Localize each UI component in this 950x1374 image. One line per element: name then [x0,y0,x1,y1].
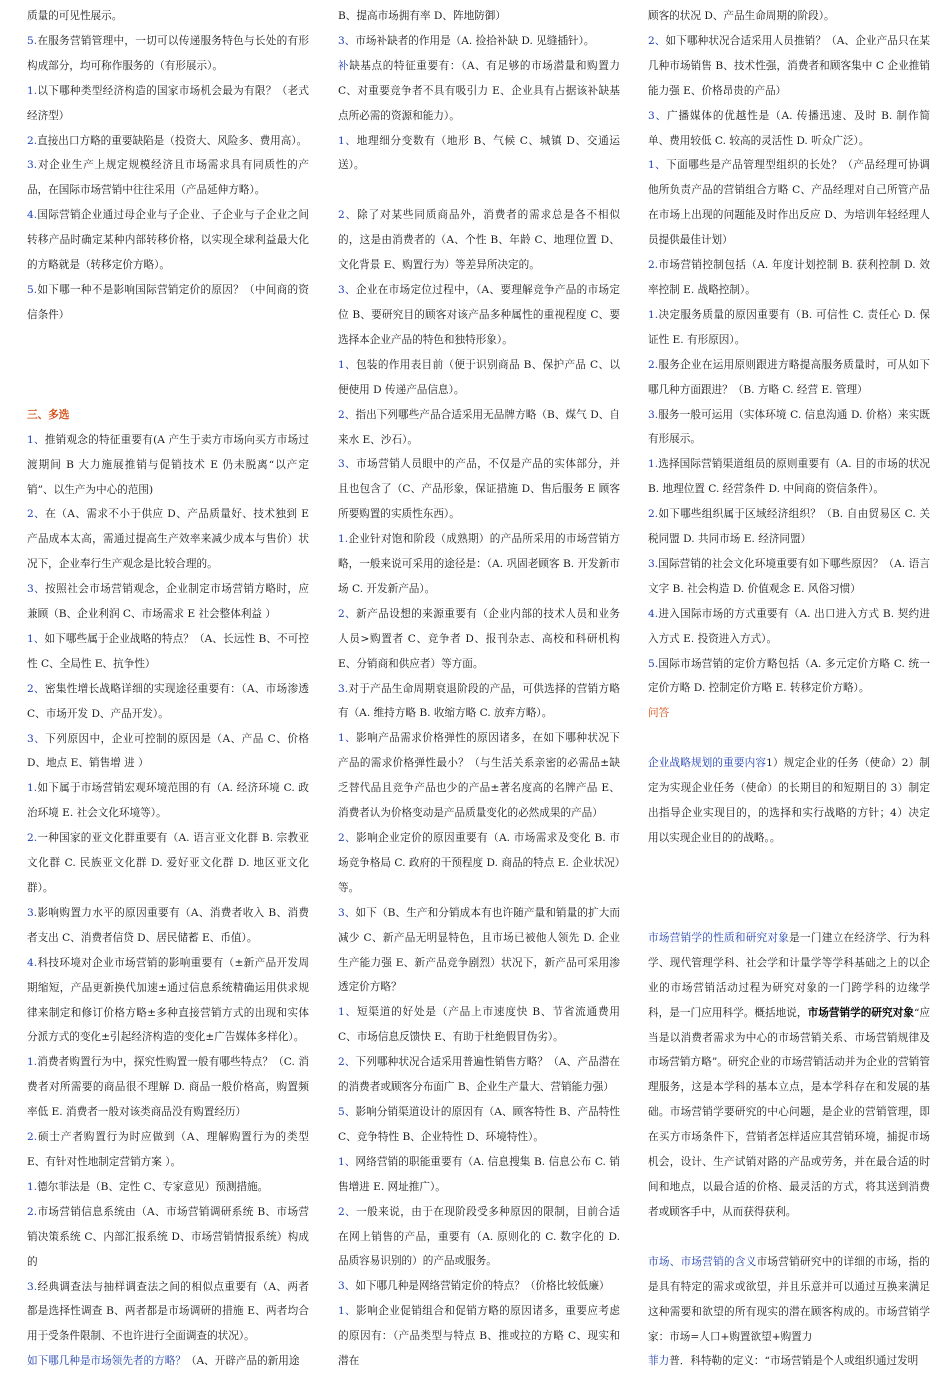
question-paragraph [338,1274,620,1299]
question-paragraph [27,1200,309,1275]
item-number: 3. [27,1280,38,1293]
paragraph-text: 缺基点的特征重要有：（A、有足够的市场潜量和购置力 C、对重要竞争者不具有吸引力 E、企业具有占据该补缺基点所必需的资源和能力）。 [338,59,620,122]
question-paragraph [27,1349,309,1374]
question-paragraph [27,153,309,203]
item-number: 5. [27,34,38,47]
paragraph-text: 一般来说，由于在现阶段受多种原因的限制，目前合适在网上销售的产品，重要有（A. 原则化的 C. 数字化的 D. 品质容易识别的）的产品或服务。 [338,1205,620,1268]
question-paragraph [648,452,930,502]
paragraph-text: 科技环境对企业市场营销的影响重要有（±新产品开发周期缩短，产品更新换代加速±通过信息系统精确运用供求规律来制定和修订价格方略±多种直接营销方式的出现和实体分派方式的变化±引起经济构造的变化±广告媒体多样化）。 [27,956,309,1044]
item-number: 4. [27,209,38,222]
paragraph-text: 下列哪种状况合适采用普遍性销售方略？（A、产品潜在的消费者或顾客分布面广 B、企业生产量大、营销能力强） [338,1056,620,1094]
question-paragraph [648,29,930,104]
paragraph-text: 国际营销的社会文化环境重要有如下哪些原因？（A. 语言文字 B. 社会构造 D. 价值观念 E. 风俗习惯） [648,557,930,595]
question-paragraph [338,4,620,29]
item-number: 1. [648,308,659,321]
question-paragraph [27,577,309,627]
topic-title: 市场、市场营销的含义 [648,1255,757,1268]
item-number: 2、 [27,682,45,695]
question-paragraph [27,901,309,951]
paragraph-text: 影响购置力水平的原因重要有（A、消费者收入 B、消费者支出 C、消费者信贷 D、居民储蓄 E、币值）。 [27,906,309,944]
paragraph-text: 如下哪种状况合适采用人员推销？（A、企业产品只在某几种市场销售 B、技术性强，消费者和顾客集中 C 企业推销能力强 E、价格昂贵的产品） [648,34,930,97]
question-paragraph [648,253,930,303]
question-paragraph [648,502,930,552]
spacer [338,178,620,203]
paragraph-text: 市场营销信息系统由（A、市场营销调研系统 B、市场营销决策系统 C、内部汇报系统 D、市场营销情报系统）构成的 [27,1205,309,1268]
paragraph-text: 一种国家的亚文化群重要有（A. 语言亚文化群 B. 宗教亚文化群 C. 民族亚文化群 D. 爱好亚文化群 D. 地区亚文化群）。 [27,832,309,894]
item-number: 3. [648,408,659,421]
question-paragraph [338,29,620,54]
paragraph-text: 德尔菲法是（B、定性 C、专家意见）预测措施。 [37,1180,269,1193]
spacer [648,851,930,926]
question-paragraph [648,104,930,154]
item-number: 1. [27,1056,38,1069]
question-paragraph [338,1100,620,1150]
paragraph-text: 国际营销企业通过母企业与子企业、子企业与子企业之间转移产品时确定某种内部转移价格，以实现全球利益最大化的方略就是（转移定价方略）。 [27,209,309,272]
spacer [648,1225,930,1250]
question-paragraph [648,403,930,453]
paragraph-text: 在服务营销管理中，一切可以传递服务特色与长处的有形构成部分，均可称作服务的（有形展示）。 [27,34,309,72]
question-paragraph [27,278,309,328]
question-paragraph [27,727,309,777]
paragraph-text: 是一门建立在经济学、行为科学、现代管理学科、社会学和计量学等学科基础之上的以企业的市场营销活动过程为研究对象的一门跨学科的边缘学科，是一门应用科学。概括地说， [648,931,931,1019]
item-number: 1. [27,1180,38,1193]
paragraph-text: 指出下列哪些产品合适采用无品牌方略（B、煤气 D、自来水 E、沙石）。 [338,408,620,446]
item-number: 1、 [27,433,45,446]
emphasis-text: 市场营销学的研究对象 [807,1006,914,1019]
question-paragraph [648,751,930,851]
item-number: 3、 [27,583,46,596]
question-paragraph [338,129,620,179]
item-number: 5. [648,657,659,670]
paragraph-text: 如下哪一种不是影响国际营销定价的原因？（中间商的资信条件） [27,283,309,321]
paragraph-text: “应当是以消费者需求为中心的市场营销关系、市场营销规律及市场营销方略”。研究企业的市场营销活动并为企业的营销管理服务，这是本学科的基本立点，是本学科存在和发展的基础。市场营销学要研究的中心问题，是企业的营销管理，即在买方市场条件下，营销者怎样适应其营销环境，捕捉市场机会，设计、生产试销对路的产品或劳务，并在最合适的时间和地点，以最合适的价格、最灵活的方式，将其送到消费者或顾客手中，从而获得获利。 [648,1006,931,1218]
paragraph-text: 影响企业促销组合和促销方略的原因诸多，重要应考虑的原因有：（产品类型与特点 B、推或拉的方略 C、现实和潜在 [338,1305,620,1368]
item-number: 2、 [338,607,357,620]
paragraph-text: 如下哪些属于企业战略的特点？（A、长远性 B、不可控性 C、全局性 E、抗争性） [27,632,309,670]
item-number: 2、 [648,34,666,47]
paragraph-text: 密集性增长战略详细的实现途径重要有：（A、市场渗透 C、市场开发 D、产品开发）。 [27,682,309,720]
question-paragraph [338,1150,620,1200]
column-middle [338,4,620,1368]
question-paragraph [27,79,309,129]
item-number: 补 [338,59,350,72]
question-paragraph [338,203,620,278]
topic-title: 菲力 [648,1355,670,1368]
item-number: 3. [27,159,38,172]
paragraph-text: 进入国际市场的方式重要有（A. 出口进入方式 B. 契约进入方式 E. 投资进入方式）。 [648,607,930,645]
question-paragraph [27,1175,309,1200]
paragraph-text: 广播媒体的优越性是（A. 传播迅速、及时 B. 制作简单、费用较低 C. 较高的灵活性 D. 听众广泛）。 [648,109,930,147]
paragraph-text: 硕士产者购置行为时应做到（A、理解购置行为的类型 E、有针对性地制定营销方案 ）。 [27,1131,309,1168]
item-number: 1. [27,782,38,795]
item-number: 1、 [338,732,357,745]
question-paragraph [648,4,930,29]
column-left [27,4,309,1368]
question-paragraph [648,353,930,403]
section-heading: 问答 [648,707,670,720]
paragraph-text: 顾客的状况 D、产品生命周期的阶段）。 [648,10,835,22]
question-paragraph [338,278,620,353]
paragraph-text: 经典调查法与抽样调查法之间的相似点重要有（A、两者都是选择性调查 B、两者都是市场调研的措施 E、两者均合用于受条件限制、不也许进行全面调查的状况）。 [27,1280,309,1343]
item-number: 1. [27,84,38,97]
column-right [648,4,931,1368]
question-paragraph [648,1349,930,1374]
question-paragraph [27,826,309,901]
paragraph-text: 在（A、需求不小于供应 D、产品质量好、技术独到 E 产品成本太高，需通过提高生产效率来减少成本与售价）状况下，企业奉行生产观念是比较合理的。 [27,508,309,571]
question-paragraph [27,4,309,29]
paragraph-text: 除了对某些同质商品外，消费者的需求总是各不相似的，这是由消费者的（A、个性 B、年龄 C、地理位置 D、文化背景 E、购置行为）等差异所决定的。 [338,209,620,272]
question-paragraph [338,1299,620,1374]
question-paragraph [338,677,620,727]
paragraph-text: 直接出口方略的重要缺陷是（投资大、风险多、费用高）。 [37,134,308,147]
spacer [27,328,309,403]
paragraph-text: 网络营销的职能重要有（A. 信息搜集 B. 信息公布 C. 销售增进 E. 网址推广）。 [338,1155,620,1193]
paragraph-text: 市场营销人员眼中的产品，不仅是产品的实体部分，并且也包含了（C、产品形象，保证措施 D、售后服务 E 顾客所要购置的实质性东西）。 [338,458,620,521]
item-number: 3、 [338,458,357,471]
item-number: 2、 [338,408,356,421]
question-paragraph [338,602,620,677]
section-heading: 三、多选 [27,408,70,421]
paragraph-text: 短渠道的好处是（产品上市速度快 B、节省流通费用 C、市场信息反馈快 E、有助于杜绝假冒伪劣）。 [338,1006,620,1044]
question-paragraph [27,203,309,278]
item-number: 2、 [338,1056,356,1069]
question-paragraph [648,1250,930,1350]
item-number: 如下哪几种是市场领先者的方略？ [27,1355,186,1368]
question-paragraph [27,776,309,826]
item-number: 2、 [27,508,46,521]
item-number: 1. [648,458,659,471]
item-number: 2. [27,134,38,147]
question-paragraph [338,1050,620,1100]
paragraph-text: 企业在市场定位过程中，（A、要理解竞争产品的市场定位 B、要研究目的顾客对该产品多种属性的重视程度 C、要选择本企业产品的特色和独特形象）。 [338,284,620,346]
paragraph-text: 对于产品生命周期衰退阶段的产品，可供选择的营销方略有（A. 维持方略 B. 收缩方略 C. 放弃方略）。 [338,682,620,720]
topic-title: 市场营销学的性质和研究对象 [648,931,790,944]
item-number: 1、 [338,358,356,371]
question-paragraph [27,29,309,79]
paragraph-text: 如下（B、生产和分销成本有也许随产量和销量的扩大而减少 C、新产品无明显特色，且市场已被他人领先 D. 企业生产能力强 E、新产品竞争剧烈）状况下，新产品可采用渗透定价方略？ [338,906,620,994]
question-paragraph [338,527,620,602]
item-number: 2. [648,259,659,272]
paragraph-text: 服务一般可运用（实体环境 C. 信息沟通 D. 价格）来实既有形展示。 [648,408,930,446]
question-paragraph [27,677,309,727]
question-paragraph [338,353,620,403]
item-number: 2. [648,508,659,521]
paragraph-text: 下面哪些是产品管理型组织的长处？（产品经理可协调他所负责产品的营销组合方略 C、产品经理对自己所管产品在市场上出现的问题能及时作出反应 D、为培训年轻经理人员提供最佳计划） [648,159,930,247]
item-number: 1、 [27,632,45,645]
paragraph-text: 影响企业定价的原因重要有（A. 市场需求及变化 B. 市场竞争格局 C. 政府的干预程度 D. 商品的特点 E. 企业状况）等。 [338,832,620,894]
paragraph-text: 消费者购置行为中，探究性购置一般有哪些特点？（C. 消费者对所需要的商品很不理解 D. 商品一般价格高，购置频率低 E. 消费者一般对该类商品没有购置经历） [27,1056,309,1119]
paragraph-text: 推销观念的特征重要有(A 产生于卖方市场向买方市场过渡期间 B 大力施展推销与促销技术 E 仍未脱离“以产定销”、以生产为中心的范围) [27,433,309,496]
question-paragraph [27,627,309,677]
question-paragraph [648,303,930,353]
paragraph-text: （A、开辟产品的新用途 [185,1355,300,1368]
item-number: 5. [27,283,38,296]
item-number: 2. [27,1131,38,1144]
question-paragraph [27,1275,309,1350]
item-number: 3、 [27,732,46,745]
question-paragraph [338,1000,620,1050]
question-paragraph [338,826,620,901]
item-number: 3、 [338,34,356,47]
paragraph-text: 如下属于市场营销宏观环境范围的有（A. 经济环境 C. 政治环境 E. 社会文化环境等）。 [27,782,309,820]
item-number: 2、 [338,1205,357,1218]
paragraph-text: 下列原因中，企业可控制的原因是（A、产品 C、价格 D、地点 E、销售增 进 ） [27,732,309,770]
item-number: 3、 [338,906,356,919]
paragraph-text: 选择国际营销渠道组员的原则重要有（A. 目的市场的状况 B. 地理位置 C. 经营条件 D. 中间商的资信条件）。 [648,458,930,496]
question-paragraph [648,552,930,602]
item-number: 3. [27,906,38,919]
question-paragraph [27,1125,309,1175]
paragraph-text: 企业针对饱和阶段（成熟期）的产品所采用的市场营销方略，一般来说可采用的途径是：（A. 巩固老顾客 B. 开发新市场 C. 开发新产品）。 [338,533,620,595]
paragraph-text: 对企业生产上规定规模经济且市场需求具有同质性的产品，在国际市场营销中往往采用（产品延伸方略）。 [27,159,309,197]
question-paragraph [338,54,620,129]
question-paragraph [27,1050,309,1125]
question-paragraph [27,428,309,503]
item-number: 3、 [648,109,668,122]
paragraph-text: 市场营销研究中的详细的市场，指的是具有特定的需求或欲望，并且乐意并可以通过互换来满足这种需要和欲望的所有现实的潜在顾客构成的。市场营销学家：市场=人口+购置欲望+购置力 [648,1255,930,1343]
item-number: 2. [27,832,38,845]
item-number: 2、 [338,832,357,844]
paragraph-text: B、提高市场拥有率 D、阵地防御） [338,10,506,22]
question-paragraph [338,1200,620,1275]
paragraph-text: 影响产品需求价格弹性的原因诸多，在如下哪种状况下产品的需求价格弹性最小？（与生活关系亲密的必需品±缺乏替代品且竞争产品也少的产品±著名度高的名牌产品 E、消费者认为价格变动是产品质量变化的必然成果的产品） [338,732,620,820]
item-number: 3. [648,557,659,570]
item-number: 3、 [338,1280,356,1293]
paragraph-text: 地理细分变数有（地形 B、气候 C、城镇 D、交通运送）。 [338,134,620,172]
paragraph-text: 1）规定企业的任务（使命）2）制定为实现企业任务（使命）的长期目的和短期目的 3）制定出指导企业实现目的，的选择和实行战略的方针；4）决定用以实现企业目的的战略。。 [648,757,931,844]
item-number: 2. [648,358,659,371]
question-paragraph [338,726,620,826]
item-number: 3. [338,682,349,695]
paragraph-text: 服务企业在运用原则跟进方略提高服务质量时，可从如下哪几种方面跟进？（B. 方略 C. 经营 E. 管理） [648,358,930,396]
item-number: 2、 [338,209,358,222]
item-number: 1、 [338,1006,357,1019]
paragraph-text: 按照社会市场营销观念，企业制定市场营销方略时，应兼顾（B、企业利润 C、市场需求 E 社会整体利益 ） [27,583,309,621]
paragraph-text: 质量的可见性展示。 [27,10,123,22]
question-paragraph [648,652,930,702]
paragraph-text: 新产品设想的来源重要有（企业内部的技术人员和业务人员>购置者 C、竞争者 D、报刊杂志、高校和科研机构 E、分销商和供应者）等方面。 [338,607,620,670]
topic-title: 企业战略规划的重要内容 [648,757,767,770]
question-paragraph [338,901,620,1001]
question-paragraph [648,926,930,1225]
item-number: 1、 [338,1155,356,1168]
item-number: 1、 [338,134,357,147]
item-number: 4. [648,607,659,620]
paragraph-text: 以下哪种类型经济构造的国家市场机会最为有限？（老式经济型） [27,84,309,122]
paragraph-text: 国际市场营销的定价方略包括（A. 多元定价方略 C. 统一定价方略 D. 控制定价方略 E. 转移定价方略）。 [648,657,930,695]
question-paragraph [648,602,930,652]
paragraph-text: 决定服务质量的原因重要有（B. 可信性 C. 责任心 D. 保证性 E. 有形原因）。 [648,308,930,346]
item-number: 2. [27,1205,38,1218]
item-number: 5、 [338,1105,356,1118]
question-paragraph [27,129,309,154]
paragraph-text: 如下哪几种是网络营销定价的特点？（价格比较低廉） [355,1280,610,1293]
question-paragraph [27,951,309,1051]
question-paragraph [27,502,309,577]
item-number: 1、 [338,1305,357,1318]
paragraph-text: 包装的作用表目前（便于识别商品 B、保护产品 C、以便使用 D 传递产品信息）。 [338,358,620,396]
paragraph-text: 影响分销渠道设计的原因有（A、顾客特性 B、产品特性 C、竞争特性 B、企业特性 D、环境特性）。 [338,1105,620,1143]
item-number: 3、 [338,284,356,297]
question-paragraph [338,452,620,527]
paragraph-text: 市场补缺者的作用是（A. 捡拾补缺 D. 见缝插针）。 [355,34,595,47]
paragraph-text: 市场营销控制包括（A. 年度计划控制 B. 获利控制 D. 效率控制 E. 战略控制）。 [648,259,930,296]
item-number: 4. [27,956,38,969]
item-number: 1. [338,533,349,546]
paragraph-text: 普．科特勒的定义：“市场营销是个人或组织通过发明 [669,1355,919,1368]
paragraph-text: 如下哪些组织属于区域经济组织？（B. 自由贸易区 C. 关税同盟 D. 共同市场 E. 经济同盟） [648,508,930,546]
question-paragraph [648,153,930,253]
item-number: 1、 [648,159,667,172]
question-paragraph [338,403,620,453]
spacer [648,726,930,751]
